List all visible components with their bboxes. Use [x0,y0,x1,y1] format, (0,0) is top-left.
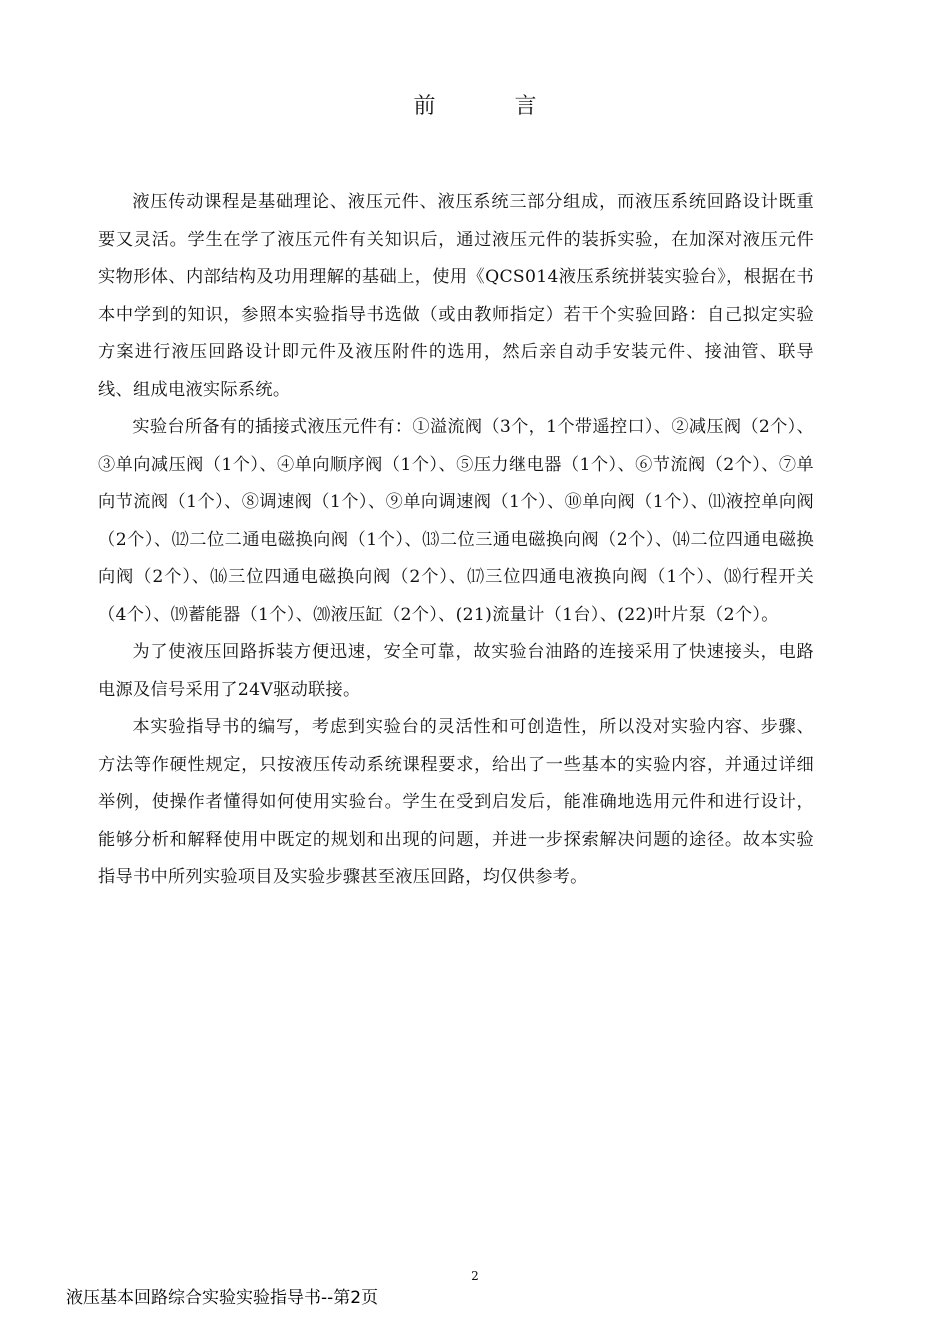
footer-caption: 液压基本回路综合实验实验指导书--第2页 [66,1288,379,1308]
paragraph-connections: 为了使液压回路拆装方便迅速，安全可靠，故实验台油路的连接采用了快速接头，电路电源及信号采用了24V驱动联接。 [98,642,814,700]
page-title: 前 言 [413,94,573,119]
body-text [98,184,814,897]
paragraph-intro: 液压传动课程是基础理论、液压元件、液压系统三部分组成，而液压系统回路设计既重要又灵活。学生在学了液压元件有关知识后，通过液压元件的装拆实验，在加深对液压元件实物形体、内部结构及功用理解的基础上，使用《QCS014液压系统拼装实验台》，根据在书本中学到的知识，参照本实验指导书选做（或由教师指定）若干个实验回路：自己拟定实验方案进行液压回路设计即元件及液压附件的选用，然后亲自动手安装元件、接油管、联导线、组成电液实际系统。 [98,192,814,400]
paragraph-guide-notes: 本实验指导书的编写，考虑到实验台的灵活性和可创造性，所以没对实验内容、步骤、方法等作硬性规定，只按液压传动系统课程要求，给出了一些基本的实验内容，并通过详细举例，使操作者懂得如何使用实验台。学生在受到启发后，能准确地选用元件和进行设计，能够分析和解释使用中既定的规划和出现的问题，并进一步探索解决问题的途径。故本实验指导书中所列实验项目及实验步骤甚至液压回路，均仅供参考。 [98,717,814,887]
page-number: 2 [471,1269,479,1283]
paragraph-components: 实验台所备有的插接式液压元件有：①溢流阀（3个，1个带遥控口）、②减压阀（2个）、③单向减压阀（1个）、④单向顺序阀（1个）、⑤压力继电器（1个）、⑥节流阀（2个）、⑦单向节流阀（1个）、⑧调速阀（1个）、⑨单向调速阀（1个）、⑩单向阀（1个）、⑾液控单向阀（2个）、⑿二位二通电磁换向阀（1个）、⒀二位三通电磁换向阀（2个）、⒁二位四通电磁换向阀（2个）、⒃三位四通电磁换向阀（2个）、⒄三位四通电液换向阀（1个）、⒅行程开关（4个）、⒆蓄能器（1个）、⒇液压缸（2个）、(21)流量计（1台）、(22)叶片泵（2个）。 [98,417,814,625]
